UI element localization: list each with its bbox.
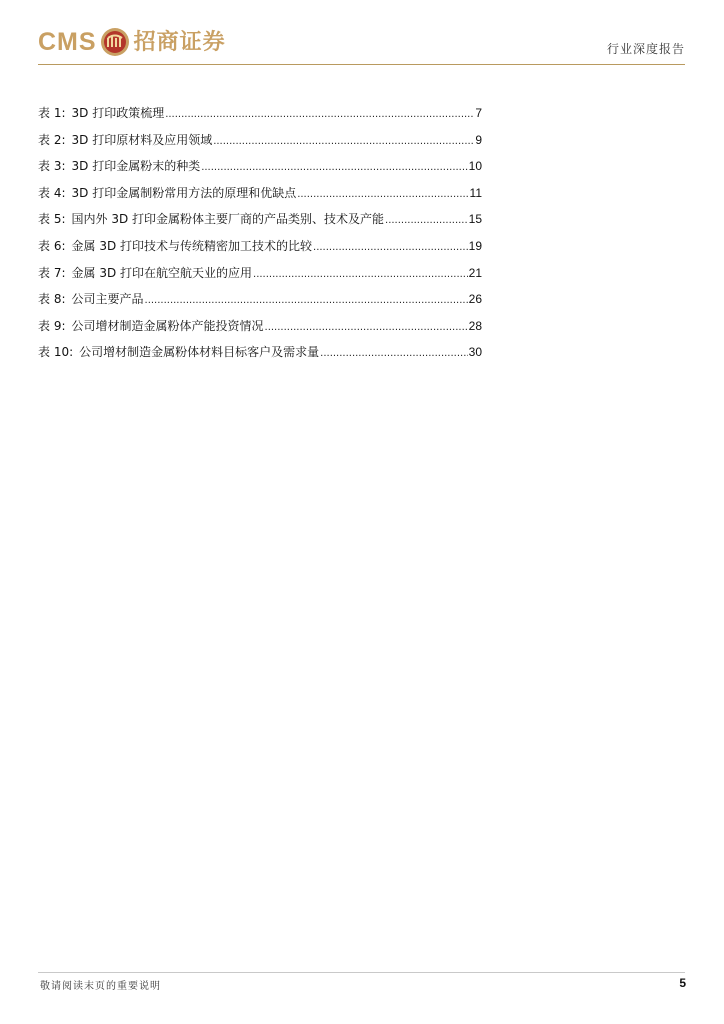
toc-entry-page: 11 — [469, 185, 482, 200]
toc-dot-leader — [165, 100, 474, 129]
toc-entry-label: 表 2: — [38, 132, 66, 147]
toc-entry-page: 21 — [468, 265, 482, 280]
footer-divider — [38, 972, 685, 973]
toc-entry-label: 表 7: — [38, 265, 66, 280]
toc-entry[interactable] — [38, 286, 482, 313]
toc-entry-title: 3D 打印原材料及应用领域 — [71, 132, 213, 147]
table-of-contents — [38, 100, 482, 366]
toc-dot-leader — [320, 339, 467, 368]
toc-entry[interactable] — [38, 180, 482, 207]
toc-entry[interactable] — [38, 313, 482, 340]
toc-entry-title: 国内外 3D 打印金属粉体主要厂商的产品类别、技术及产能 — [71, 212, 385, 227]
toc-entry-label: 表 9: — [38, 318, 66, 333]
toc-entry-title: 金属 3D 打印在航空航天业的应用 — [71, 265, 253, 280]
toc-entry[interactable] — [38, 127, 482, 154]
toc-entry-label: 表 4: — [38, 185, 66, 200]
toc-entry[interactable] — [38, 206, 482, 233]
toc-entry-page: 10 — [468, 159, 482, 174]
toc-entry-label: 表 1: — [38, 106, 66, 120]
toc-entry-title: 金属 3D 打印技术与传统精密加工技术的比较 — [71, 238, 313, 253]
toc-entry-title: 3D 打印金属制粉常用方法的原理和优缺点 — [71, 185, 297, 200]
company-logo — [38, 26, 226, 58]
toc-entry-title: 3D 打印政策梳理 — [71, 106, 165, 120]
toc-entry-page: 7 — [475, 106, 482, 120]
toc-entry-title: 公司增材制造金属粉体材料目标客户及需求量 — [79, 345, 320, 360]
page-header — [38, 26, 685, 66]
toc-entry[interactable] — [38, 339, 482, 366]
toc-entry-page: 30 — [468, 345, 482, 360]
toc-entry-title: 3D 打印金属粉末的种类 — [71, 159, 201, 174]
toc-dot-leader — [201, 153, 467, 182]
toc-dot-leader — [265, 313, 468, 342]
header-divider — [38, 64, 685, 65]
toc-entry-page: 26 — [468, 292, 482, 307]
toc-entry-page: 9 — [475, 132, 482, 147]
logo-emblem-icon — [100, 27, 130, 57]
toc-dot-leader — [253, 260, 468, 289]
toc-entry-page: 15 — [468, 212, 482, 227]
toc-entry-page: 19 — [468, 238, 482, 253]
toc-entry[interactable] — [38, 260, 482, 287]
toc-entry-label: 表 3: — [38, 159, 66, 174]
toc-entry-page: 28 — [468, 318, 482, 333]
logo-text-cms: CMS — [38, 28, 97, 56]
toc-entry[interactable] — [38, 100, 482, 127]
report-type-label: 行业深度报告 — [606, 42, 685, 56]
toc-entry-title: 公司增材制造金属粉体产能投资情况 — [71, 318, 264, 333]
toc-dot-leader — [145, 286, 468, 315]
toc-entry-label: 表 8: — [38, 292, 66, 307]
toc-dot-leader — [385, 206, 468, 235]
toc-entry-label: 表 5: — [38, 212, 66, 227]
page-number: 5 — [679, 976, 686, 990]
logo-text-cn: 招商证券 — [133, 29, 226, 55]
toc-dot-leader — [313, 233, 468, 262]
toc-entry-title: 公司主要产品 — [71, 292, 144, 307]
toc-dot-leader — [297, 180, 468, 209]
toc-entry-label: 表 6: — [38, 238, 66, 253]
toc-entry[interactable] — [38, 153, 482, 180]
footer-disclaimer: 敬请阅读末页的重要说明 — [40, 981, 161, 992]
toc-dot-leader — [213, 127, 474, 156]
toc-entry-label: 表 10: — [38, 345, 74, 360]
toc-entry[interactable] — [38, 233, 482, 260]
